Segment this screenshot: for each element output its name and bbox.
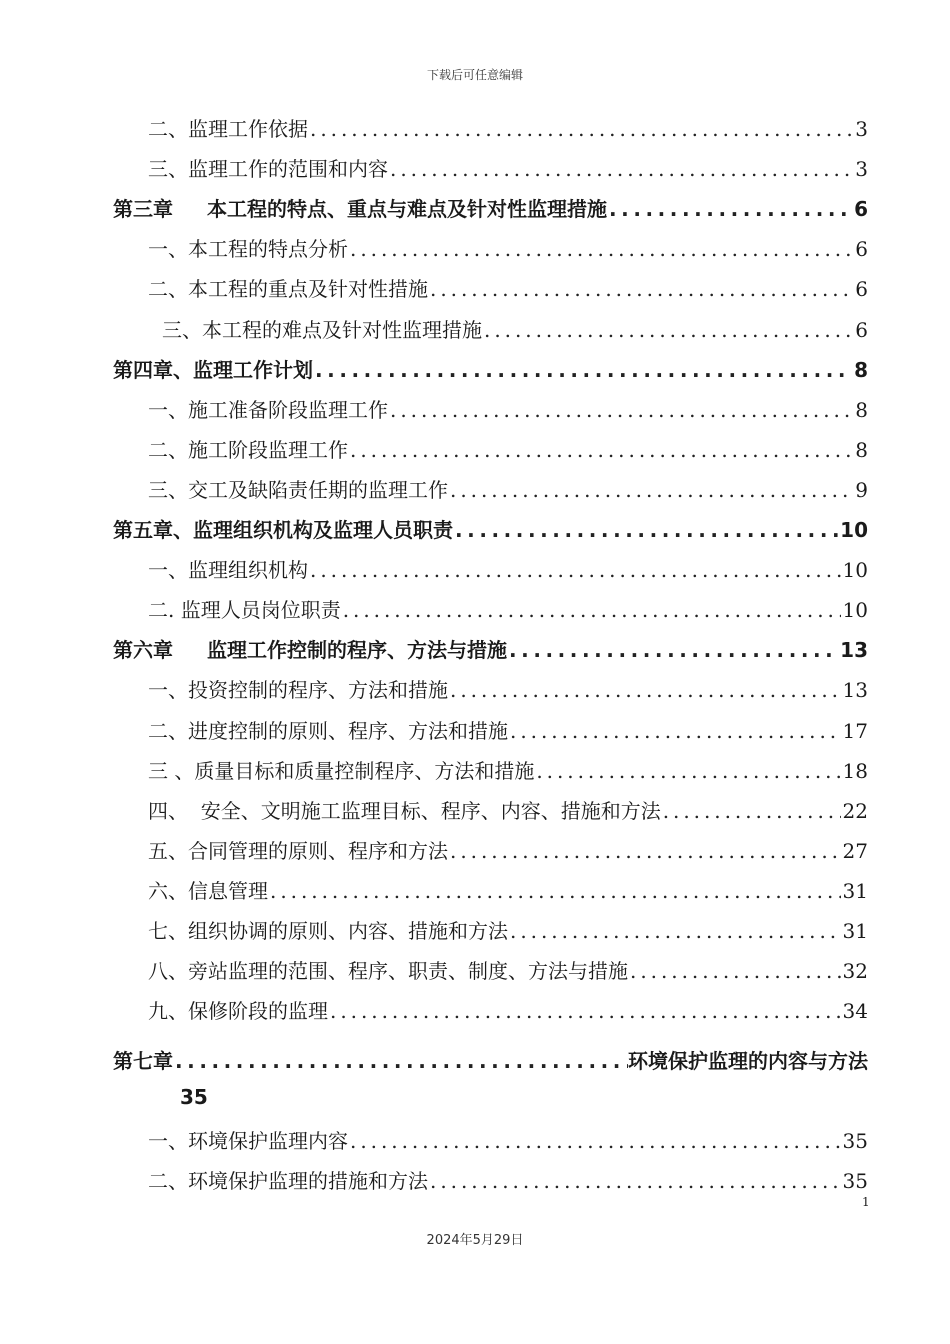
toc-entry-page-number: 10 [842, 598, 868, 623]
toc-entry-chapter[interactable] [113, 354, 868, 394]
toc-leader-dots [450, 678, 841, 702]
toc-entry-page-number: 9 [855, 477, 868, 502]
toc-entry-page-number: 35 [842, 1169, 868, 1194]
toc-entry-page-number: 22 [842, 798, 868, 823]
toc-leader-dots [430, 1169, 841, 1193]
toc-entry-page-number: 34 [842, 999, 868, 1024]
toc-entry-chapter[interactable] [113, 514, 868, 554]
toc-entry-section[interactable] [148, 995, 868, 1035]
toc-entry-page-number: 13 [842, 678, 868, 703]
toc-entry-section[interactable] [148, 715, 868, 755]
toc-leader-dots [390, 157, 853, 181]
toc-entry-chapter[interactable] [113, 193, 868, 233]
toc-entry-page-number: 3 [855, 117, 868, 141]
toc-entry-section[interactable] [148, 113, 868, 153]
toc-entry-section[interactable] [148, 955, 868, 995]
toc-leader-dots [390, 398, 853, 422]
toc-entry-page-number: 3 [855, 157, 868, 182]
toc-entry-title: 三、本工程的难点及针对性监理措施 [162, 317, 482, 342]
toc-entry-title: 一、本工程的特点分析 [148, 237, 348, 262]
toc-leader-dots [315, 358, 852, 382]
toc-entry-prefix: 第六章 [113, 638, 173, 663]
toc-entry-title: 二、施工阶段监理工作 [148, 437, 348, 462]
toc-leader-dots [536, 759, 840, 783]
toc-entry-title: 环境保护监理的内容与方法 [628, 1049, 868, 1073]
toc-leader-dots [630, 959, 841, 983]
toc-leader-dots [450, 478, 853, 502]
toc-entry-title: 一、环境保护监理内容 [148, 1129, 348, 1153]
toc-entry-chapter-7[interactable] [113, 1045, 868, 1085]
toc-entry-title: 三、交工及缺陷责任期的监理工作 [148, 477, 448, 502]
toc-entry-title: 六、信息管理 [148, 878, 268, 903]
toc-entry-page-number: 8 [855, 437, 868, 462]
toc-entry-title: 本工程的特点、重点与难点及针对性监理措施 [207, 197, 607, 222]
toc-entry-page-number: 31 [842, 919, 868, 943]
toc-entry-prefix: 第三章 [113, 197, 173, 222]
toc-entry-page-number: 35 [842, 1129, 868, 1153]
toc-entry-section[interactable] [148, 554, 868, 594]
toc-entry-page-number: 17 [842, 718, 868, 743]
page-number: 1 [862, 1195, 870, 1209]
toc-entry-page-number: 6 [855, 317, 868, 342]
toc-leader-dots [430, 277, 853, 301]
toc-leader-dots [310, 117, 853, 141]
toc-leader-dots [343, 598, 841, 622]
toc-entry-page-number: 31 [842, 878, 868, 903]
toc-entry-page-number: 8 [855, 397, 868, 422]
toc-entry-section[interactable] [148, 755, 868, 795]
toc-entry-title: 五、合同管理的原则、程序和方法 [148, 838, 448, 863]
toc-entry-section[interactable] [148, 915, 868, 955]
toc-entry-page-number: 13 [840, 638, 868, 663]
toc-leader-dots [450, 839, 841, 863]
toc-leader-dots [609, 197, 852, 221]
page-footer-date: 2024年5月29日 [426, 1233, 524, 1248]
toc-entry-title: 二、环境保护监理的措施和方法 [148, 1169, 428, 1194]
toc-entry-section[interactable] [148, 594, 868, 634]
toc-entry-title: 七、组织协调的原则、内容、措施和方法 [148, 919, 508, 943]
toc-leader-dots [510, 719, 841, 743]
toc-entry-page-number: 6 [855, 237, 868, 262]
toc-entry-title: 一、施工准备阶段监理工作 [148, 397, 388, 422]
toc-leader-dots [175, 1049, 628, 1073]
toc-entry-page-number: 32 [842, 959, 868, 984]
toc-entry-page-number: 35 [180, 1085, 208, 1109]
toc-entry-title: 二、进度控制的原则、程序、方法和措施 [148, 718, 508, 743]
toc-entry-title: 八、旁站监理的范围、程序、职责、制度、方法与措施 [148, 959, 628, 984]
toc-entry-title: 四、 安全、文明施工监理目标、程序、内容、措施和方法 [148, 798, 661, 823]
toc-entry-title: 三 、质量目标和质量控制程序、方法和措施 [148, 758, 535, 783]
toc-entry-title: 一、监理组织机构 [148, 558, 308, 583]
toc-entry-page-number: 6 [855, 277, 868, 302]
toc-leader-dots [350, 237, 853, 261]
toc-leader-dots [350, 1129, 841, 1153]
toc-entry-section[interactable] [148, 795, 868, 835]
toc-entry-title: 二、本工程的重点及针对性措施 [148, 277, 428, 302]
toc-leader-dots [270, 879, 841, 903]
toc-entry-title: 二. 监理人员岗位职责 [148, 598, 341, 623]
toc-entry-title: 第四章、监理工作计划 [113, 357, 313, 382]
toc-entry-section[interactable] [148, 1165, 868, 1205]
toc-entry-title: 一、投资控制的程序、方法和措施 [148, 678, 448, 703]
toc-leader-dots [509, 638, 838, 662]
toc-entry-page-number: 10 [840, 518, 868, 542]
toc-entry-page-number: 18 [842, 758, 868, 783]
toc-entry-section[interactable] [148, 674, 868, 714]
toc-entry-section[interactable] [148, 273, 868, 313]
toc-entry-title: 九、保修阶段的监理 [148, 999, 328, 1024]
toc-entry-title: 三、监理工作的范围和内容 [148, 157, 388, 182]
toc-entry-title: 二、监理工作依据 [148, 117, 308, 141]
toc-entry-prefix: 第七章 [113, 1049, 173, 1073]
toc-leader-dots [330, 999, 841, 1023]
toc-entry-section[interactable] [148, 1125, 868, 1165]
toc-entry-section[interactable] [148, 394, 868, 434]
toc-leader-dots [310, 558, 841, 582]
toc-leader-dots [663, 799, 841, 823]
toc-entry-section[interactable] [148, 434, 868, 474]
toc-entry-chapter[interactable] [113, 634, 868, 674]
toc-entry-section[interactable] [148, 835, 868, 875]
toc-entry-section[interactable] [162, 314, 868, 354]
toc-entry-page-number: 10 [842, 558, 868, 583]
toc-leader-dots [350, 438, 853, 462]
toc-entry-section[interactable] [148, 153, 868, 193]
toc-entry-title: 第五章、监理组织机构及监理人员职责 [113, 518, 453, 542]
toc-entry-section[interactable] [148, 474, 868, 514]
toc-entry-page-number: 6 [854, 197, 868, 222]
toc-leader-dots [455, 518, 838, 542]
page-header: 下载后可任意编辑 [426, 68, 523, 82]
toc-entry-section[interactable] [148, 875, 868, 915]
toc-entry-title: 监理工作控制的程序、方法与措施 [207, 638, 507, 663]
toc-entry-section[interactable] [148, 233, 868, 273]
toc-leader-dots [510, 919, 841, 943]
toc-entry-page-number: 27 [842, 838, 868, 863]
toc-entry-page-number: 8 [854, 357, 868, 382]
toc-leader-dots [484, 318, 853, 342]
